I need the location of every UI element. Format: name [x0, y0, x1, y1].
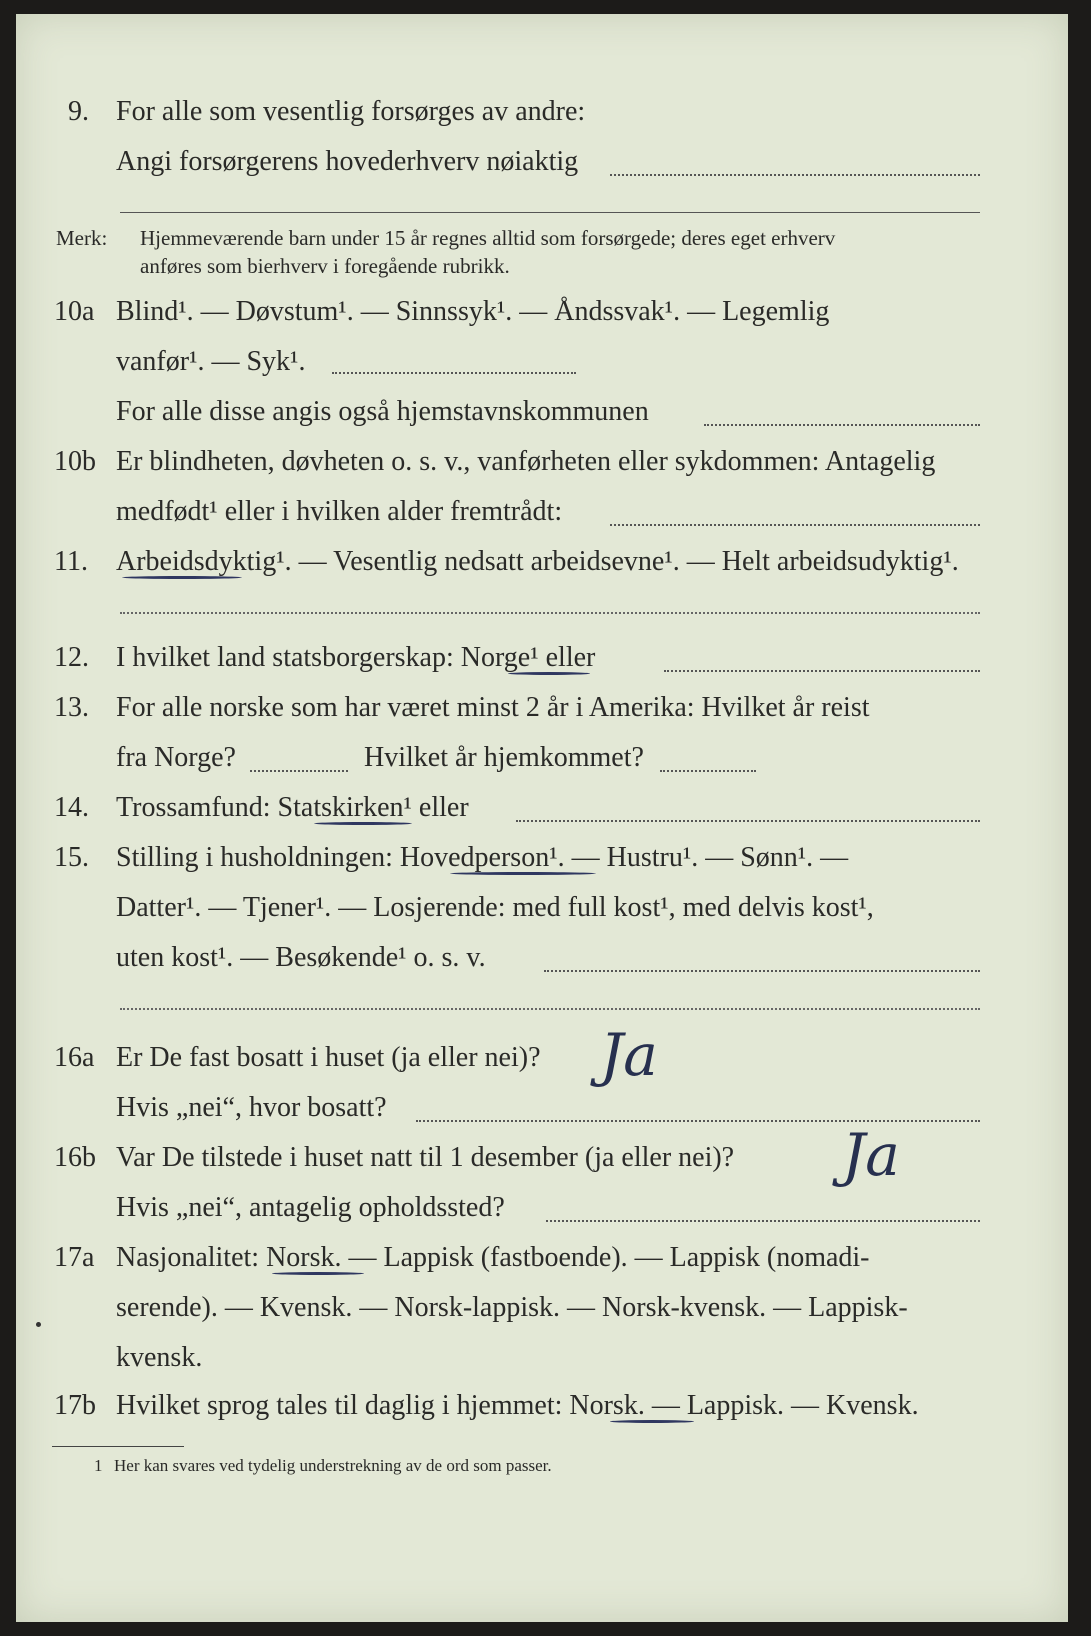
- q11-number: 11.: [54, 546, 88, 577]
- q10a-line3: For alle disse angis også hjemstavnskommunen: [116, 396, 649, 427]
- q17b-number: 17b: [54, 1390, 96, 1421]
- q16a-handwritten-answer[interactable]: Ja: [600, 1021, 658, 1089]
- q10a-number: 10a: [54, 296, 95, 327]
- q17a-line3: kvensk.: [116, 1342, 203, 1373]
- q9-line1: For alle som vesentlig forsørges av andre:: [116, 96, 586, 127]
- q15-line2: Datter¹. — Tjener¹. — Losjerende: med full kost¹, med delvis kost¹,: [116, 892, 874, 923]
- q13-number: 13.: [54, 692, 89, 723]
- q13-return-year-field[interactable]: [660, 770, 756, 772]
- norge-underline: [508, 672, 590, 675]
- q9-line2: Angi forsørgerens hovederhverv nøiaktig: [116, 146, 579, 177]
- q10a-line1: Blind¹. — Døvstum¹. — Sinnssyk¹. — Åndssvak¹. — Legemlig: [116, 296, 830, 327]
- q10b-line1: Er blindheten, døvheten o. s. v., vanførheten eller sykdommen: Antagelig: [116, 446, 936, 477]
- hovedperson-underline: [450, 872, 596, 875]
- q17a-number: 17a: [54, 1242, 95, 1273]
- q15-other-field[interactable]: [544, 970, 980, 972]
- margin-dot-mark: [36, 1322, 41, 1327]
- q16a-number: 16a: [54, 1042, 95, 1073]
- q10a-sick-field[interactable]: [332, 372, 576, 374]
- q12-line1: I hvilket land statsborgerskap: Norge¹ eller: [116, 642, 596, 673]
- q16b-number: 16b: [54, 1142, 96, 1173]
- q12-other-country-field[interactable]: [664, 670, 980, 672]
- q14-number: 14.: [54, 792, 89, 823]
- q10b-line2: medfødt¹ eller i hvilken alder fremtrådt:: [116, 496, 563, 527]
- q9-answer-field[interactable]: [610, 174, 980, 176]
- q16a-line2: Hvis „nei“, hvor bosatt?: [116, 1092, 387, 1123]
- q16b-handwritten-answer[interactable]: Ja: [842, 1121, 900, 1189]
- q15-blank-line[interactable]: [120, 1008, 980, 1010]
- q10a-line2: vanfør¹. — Syk¹.: [116, 346, 306, 377]
- q13-departure-year-field[interactable]: [250, 770, 348, 772]
- norsk-nationality-underline: [272, 1272, 364, 1275]
- merk-label: Merk:: [56, 226, 108, 250]
- q17a-line2: serende). — Kvensk. — Norsk-lappisk. — Norsk-kvensk. — Lappisk-: [116, 1292, 908, 1323]
- q16b-location-field[interactable]: [546, 1220, 980, 1222]
- q11-blank-line[interactable]: [120, 612, 980, 614]
- q16b-line1: Var De tilstede i huset natt til 1 desember (ja eller nei)?: [116, 1142, 735, 1173]
- q15-number: 15.: [54, 842, 89, 873]
- q12-number: 12.: [54, 642, 89, 673]
- q15-line1: Stilling i husholdningen: Hovedperson¹. — Hustru¹. — Sønn¹. —: [116, 842, 849, 873]
- q14-line1: Trossamfund: Statskirken¹ eller: [116, 792, 469, 823]
- footnote-mark: 1: [94, 1456, 103, 1475]
- q9-answer-line-2[interactable]: [120, 212, 980, 213]
- norsk-language-underline: [610, 1420, 694, 1423]
- q9-number: 9.: [68, 96, 89, 127]
- q11-line1: Arbeidsdyktig¹. — Vesentlig nedsatt arbeidsevne¹. — Helt arbeidsudyktig¹.: [116, 546, 959, 577]
- q17a-line1: Nasjonalitet: Norsk. — Lappisk (fastboende). — Lappisk (nomadi-: [116, 1242, 870, 1273]
- arbeidsdyktig-underline: [122, 576, 242, 579]
- q17b-line1: Hvilket sprog tales til daglig i hjemmet: Norsk. — Lappisk. — Kvensk.: [116, 1390, 919, 1421]
- q16b-line2: Hvis „nei“, antagelig opholdssted?: [116, 1192, 505, 1223]
- q10b-age-field[interactable]: [610, 524, 980, 526]
- merk-line2: anføres som bierhverv i foregående rubrikk.: [140, 254, 510, 278]
- q10b-number: 10b: [54, 446, 96, 477]
- q15-line3: uten kost¹. — Besøkende¹ o. s. v.: [116, 942, 486, 973]
- footnote-text: Her kan svares ved tydelig understrekning av de ord som passer.: [114, 1456, 552, 1475]
- statskirken-underline: [314, 822, 412, 825]
- merk-line1: Hjemmeværende barn under 15 år regnes alltid som forsørgede; deres eget erhverv: [140, 226, 836, 250]
- q16a-line1: Er De fast bosatt i huset (ja eller nei)?: [116, 1042, 541, 1073]
- footnote-rule: [52, 1446, 184, 1447]
- census-form-page: [16, 14, 1068, 1622]
- q13-line2b: Hvilket år hjemkommet?: [364, 742, 644, 773]
- q13-line1: For alle norske som har været minst 2 år i Amerika: Hvilket år reist: [116, 692, 870, 723]
- q10a-municipality-field[interactable]: [704, 424, 980, 426]
- q13-line2a: fra Norge?: [116, 742, 236, 773]
- q14-other-faith-field[interactable]: [516, 820, 980, 822]
